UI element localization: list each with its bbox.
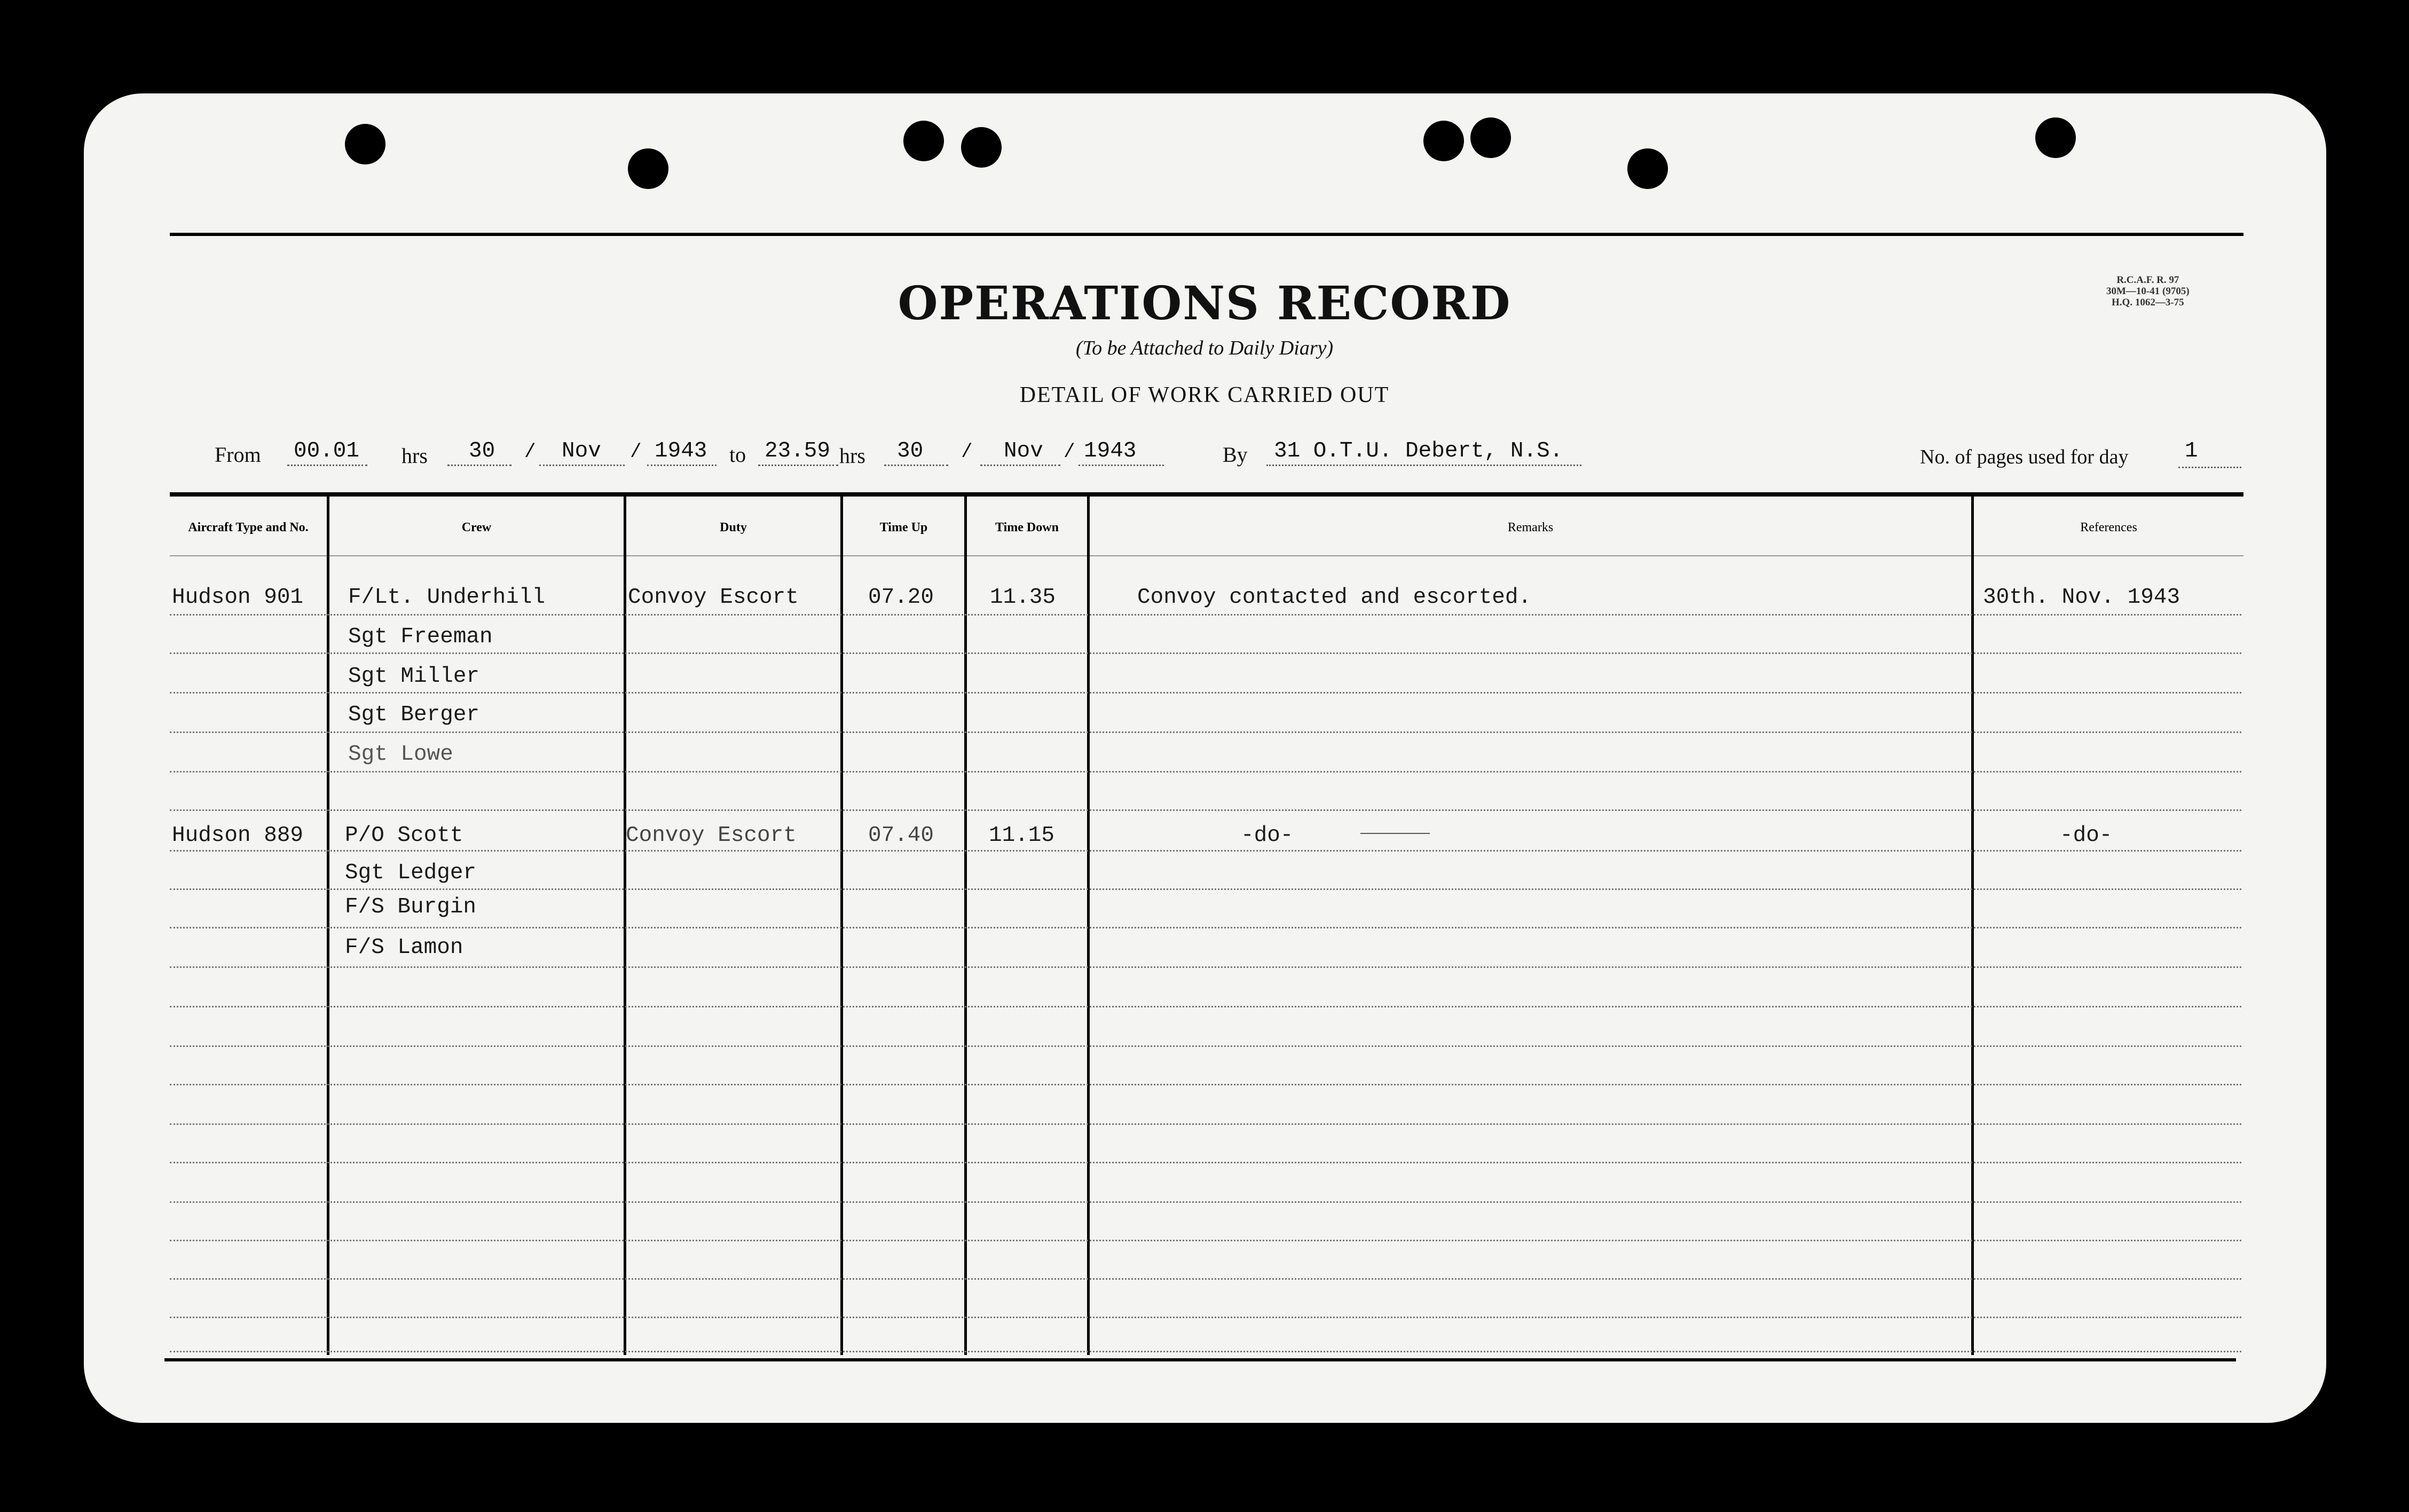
col-header-crew: Crew <box>461 521 492 534</box>
to-month: Nov <box>1004 439 1043 463</box>
punch-hole <box>628 148 668 189</box>
reference-cell: -do- <box>2060 823 2113 848</box>
remarks-cell: -do- <box>1241 823 1294 848</box>
from-year: 1943 <box>655 439 707 463</box>
punch-hole <box>2035 117 2076 158</box>
punch-hole <box>1627 148 1668 189</box>
column-divider <box>1087 494 1090 1355</box>
ruled-line <box>170 731 2241 733</box>
fill-line <box>539 464 625 466</box>
ruled-line <box>170 1351 2241 1352</box>
crew-member: Sgt Lowe <box>348 742 453 767</box>
ruled-line <box>170 692 2241 694</box>
col-header-time-up: Time Up <box>879 521 928 534</box>
form-subtitle: (To be Attached to Daily Diary) <box>1075 337 1334 359</box>
fill-line <box>884 464 948 466</box>
punch-hole <box>961 127 1002 168</box>
form-code <box>2106 274 2190 308</box>
col-header-time-down: Time Down <box>995 521 1059 534</box>
crew-member: Sgt Ledger <box>345 861 477 885</box>
to-year: 1943 <box>1084 439 1137 463</box>
column-divider <box>964 494 967 1355</box>
time-down-cell: 11.35 <box>990 585 1056 610</box>
to-label: to <box>729 443 746 467</box>
crew-member: F/Lt. Underhill <box>348 585 546 610</box>
column-divider <box>327 494 329 1355</box>
from-time: 00.01 <box>294 439 360 463</box>
section-heading: DETAIL OF WORK CARRIED OUT <box>1019 383 1390 407</box>
header-underline <box>170 555 2243 556</box>
from-month: Nov <box>562 439 601 463</box>
punch-hole <box>1470 117 1511 158</box>
ruled-line <box>170 1084 2241 1085</box>
crew-member: P/O Scott <box>345 823 463 848</box>
column-divider <box>624 494 626 1355</box>
fill-line <box>1266 464 1581 466</box>
date-slash: / <box>961 441 973 463</box>
date-slash: / <box>630 441 642 463</box>
ditto-underline <box>1360 833 1430 834</box>
to-day: 30 <box>897 439 924 463</box>
pages-label: No. of pages used for day <box>1920 446 2129 468</box>
punch-hole <box>1423 121 1464 161</box>
hrs-label: hrs <box>402 444 428 468</box>
ruled-line <box>170 809 2241 811</box>
col-header-aircraft: Aircraft Type and No. <box>188 521 309 534</box>
time-up-cell: 07.20 <box>868 585 934 610</box>
form-code-line: H.Q. 1062—3-75 <box>2112 297 2184 308</box>
ruled-line <box>170 652 2241 654</box>
ruled-line <box>170 1006 2241 1007</box>
ruled-line <box>170 771 2241 773</box>
fill-line <box>647 464 717 466</box>
by-label: By <box>1223 443 1248 467</box>
to-time: 23.59 <box>765 439 831 463</box>
date-slash: / <box>524 441 536 463</box>
form-title: OPERATIONS RECORD <box>898 277 1511 330</box>
ruled-line <box>170 1123 2241 1125</box>
from-day: 30 <box>469 439 495 463</box>
punch-hole <box>903 121 944 161</box>
from-label: From <box>215 443 261 467</box>
table-bottom-rule <box>164 1358 2236 1361</box>
crew-member: F/S Lamon <box>345 935 463 960</box>
duty-cell: Convoy Escort <box>628 585 799 610</box>
crew-member: Sgt Freeman <box>348 625 493 649</box>
ruled-line <box>170 850 2241 852</box>
col-header-duty: Duty <box>720 521 747 534</box>
fill-line <box>980 464 1060 466</box>
ruled-line <box>170 1278 2241 1280</box>
fill-line <box>287 464 367 466</box>
fill-line <box>758 464 838 466</box>
ruled-line <box>170 1317 2241 1318</box>
duty-cell: Convoy Escort <box>626 823 797 848</box>
by-unit: 31 O.T.U. Debert, N.S. <box>1274 439 1563 463</box>
fill-line <box>2178 467 2241 468</box>
punch-hole <box>345 124 385 164</box>
remarks-cell: Convoy contacted and escorted. <box>1137 585 1532 610</box>
col-header-references: References <box>2080 521 2137 534</box>
form-code-line: 30M—10-41 (9705) <box>2106 286 2190 297</box>
ruled-line <box>170 1240 2241 1241</box>
aircraft-cell: Hudson 889 <box>172 823 304 848</box>
ruled-line <box>170 1045 2241 1047</box>
ruled-line <box>170 1201 2241 1203</box>
hrs-label: hrs <box>839 444 865 468</box>
ruled-line <box>170 888 2241 890</box>
fill-line <box>1078 464 1164 466</box>
time-up-cell: 07.40 <box>868 823 934 848</box>
ruled-line <box>170 927 2241 928</box>
ruled-line <box>170 614 2241 616</box>
reference-cell: 30th. Nov. 1943 <box>1983 585 2180 610</box>
crew-member: Sgt Miller <box>348 664 480 689</box>
ruled-line <box>170 966 2241 968</box>
col-header-remarks: Remarks <box>1507 521 1554 534</box>
column-divider <box>840 494 843 1355</box>
column-divider <box>1971 494 1974 1355</box>
aircraft-cell: Hudson 901 <box>172 585 304 610</box>
time-down-cell: 11.15 <box>989 823 1055 848</box>
crew-member: Sgt Berger <box>348 703 480 727</box>
table-top-rule <box>170 492 2243 497</box>
date-slash: / <box>1064 441 1075 463</box>
top-rule <box>170 233 2243 236</box>
fill-line <box>447 464 511 466</box>
form-code-line: R.C.A.F. R. 97 <box>2116 274 2179 286</box>
pages-value: 1 <box>2185 439 2198 463</box>
ruled-line <box>170 1162 2241 1163</box>
crew-member: F/S Burgin <box>345 895 477 919</box>
